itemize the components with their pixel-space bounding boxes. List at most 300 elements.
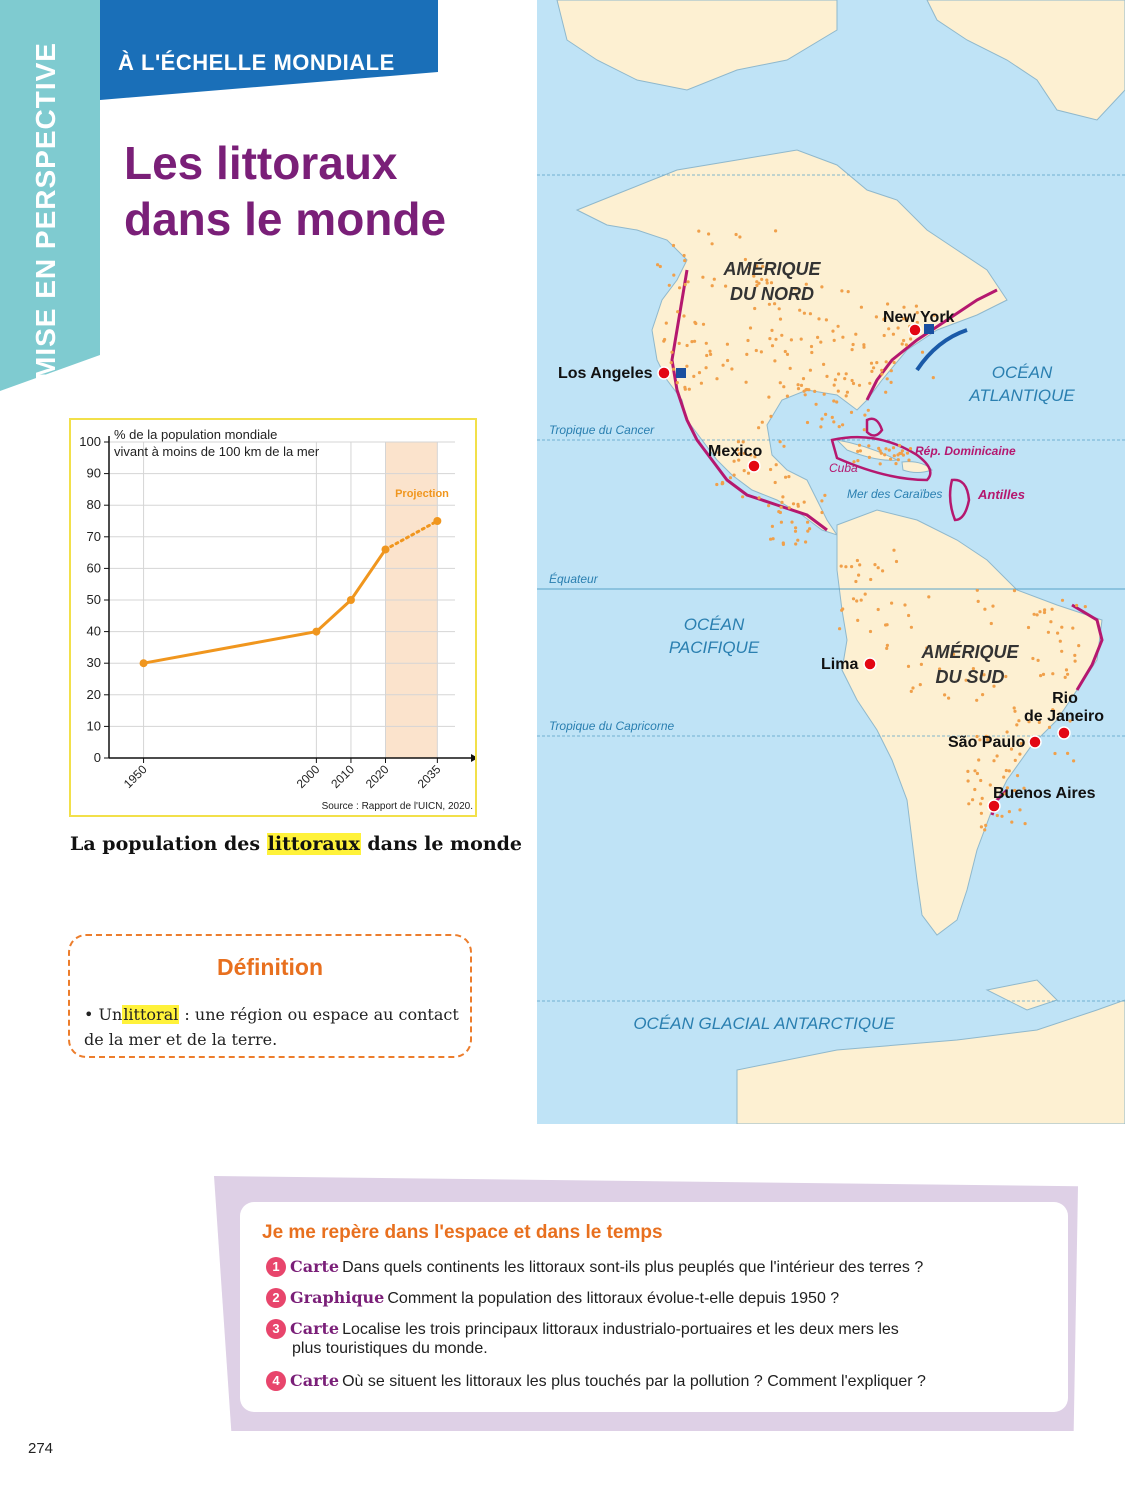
tab-label: À L'ÉCHELLE MONDIALE [118,50,395,75]
section-label: MISE EN PERSPECTIVE [30,42,61,380]
population-dot [859,449,862,452]
population-dot [854,580,857,583]
question-type: Carte [290,1371,340,1390]
population-dot [902,339,905,342]
population-dot [819,425,822,428]
population-dot [885,647,888,650]
population-dot [927,595,930,598]
population-dot [1031,657,1034,660]
population-dot [715,377,718,380]
population-dot [800,338,803,341]
population-dot [715,483,718,486]
population-dot [991,605,994,608]
population-dot [702,323,705,326]
population-dot [747,472,750,475]
population-dot [831,330,834,333]
population-dot [875,361,878,364]
data-point [140,659,148,667]
population-dot [769,468,772,471]
population-dot [897,326,900,329]
population-dot [983,828,986,831]
population-dot [709,353,712,356]
population-dot [869,578,872,581]
population-dot [665,322,668,325]
question-text: Comment la population des littoraux évolue-t-elle depuis 1950 ? [387,1290,840,1307]
population-dot [858,563,861,566]
population-dot [745,353,748,356]
population-dot [778,307,781,310]
data-point [347,596,355,604]
population-dot [711,242,714,245]
population-dot [911,686,914,689]
population-dot [833,384,836,387]
population-dot [813,390,816,393]
population-dot [870,370,873,373]
population-dot [730,367,733,370]
population-dot [701,276,704,279]
population-dot [966,770,969,773]
population-dot [1013,706,1016,709]
population-dot [851,379,854,382]
population-dot [1018,808,1021,811]
x-tick-label: 2010 [328,762,358,792]
population-dot [863,428,866,431]
population-dot [815,403,818,406]
definition-title: Définition [216,954,324,980]
americas-map [537,0,1125,1124]
definition-box [68,934,472,1058]
population-dot [906,452,909,455]
population-dot [767,504,770,507]
population-dot [1074,660,1077,663]
population-dot [1010,821,1013,824]
population-dot [700,382,703,385]
population-dot [690,340,693,343]
page-title [124,135,524,247]
population-dot [819,341,822,344]
population-dot [857,574,860,577]
population-dot [1038,610,1041,613]
population-dot [733,474,736,477]
population-dot [803,501,806,504]
population-dot [1024,822,1027,825]
question-2 [266,1287,839,1310]
population-dot [992,759,995,762]
population-dot [852,597,855,600]
population-dot [1002,776,1005,779]
x-tick-label: 2020 [362,762,392,792]
tropic-capricorn-label: Tropique du Capricorne [549,719,675,733]
population-dot [741,495,744,498]
population-dot [782,543,785,546]
population-dot [745,381,748,384]
population-dot [896,453,899,456]
question-text: Où se situent les littoraux les plus touchés par la pollution ? Comment l'expliquer ? [342,1373,926,1390]
question-number: 4 [266,1371,286,1391]
definition-highlight: littoral [123,1005,179,1024]
population-dot [1060,626,1063,629]
y-tick-label: 100 [79,434,101,449]
population-dot [676,310,679,313]
population-dot [816,336,819,339]
question-type: Graphique [290,1288,385,1307]
population-dot [1060,650,1063,653]
population-dot [979,802,982,805]
population-dot [668,284,671,287]
population-dot [907,665,910,668]
data-point [312,628,320,636]
population-dot [863,414,866,417]
population-dot [897,458,900,461]
population-dot [892,333,895,336]
population-dot [870,362,873,365]
population-dot [683,259,686,262]
population-dot [746,339,749,342]
population-dot [903,603,906,606]
population-dot [877,566,880,569]
label-lima: Lima [821,656,859,673]
definition-body: : une région ou espace au contact de la mer et de la terre. [84,1005,459,1049]
population-dot [672,244,675,247]
population-dot [694,322,697,325]
population-dot [864,593,867,596]
label-amerique-sud-1: AMÉRIQUE [921,642,1019,662]
data-point [382,545,390,553]
population-dot [771,344,774,347]
population-dot [682,314,685,317]
population-dot [898,444,901,447]
population-dot [1043,611,1046,614]
population-dot [920,663,923,666]
population-dot [1036,613,1039,616]
population-dot [885,360,888,363]
population-dot [884,447,887,450]
population-dot [989,783,992,786]
question-3 [266,1318,899,1341]
population-dot [909,447,912,450]
y-tick-label: 80 [86,497,101,513]
equator-label: Équateur [549,572,598,586]
population-dot [802,377,805,380]
population-dot [779,318,782,321]
population-dot [672,368,675,371]
population-dot [834,378,837,381]
city-dot-mexico [748,460,760,472]
chart-title-line-2: vivant à moins de 100 km de la mer [114,444,320,459]
population-dot [973,769,976,772]
population-dot [804,393,807,396]
population-dot [1015,723,1018,726]
population-dot [832,420,835,423]
chart-source: Source : Rapport de l'UICN, 2020. [321,801,473,812]
label-cuba: Cuba [829,461,858,475]
population-dot [1005,769,1008,772]
definition-text [84,1002,464,1052]
question-text: Localise les trois principaux littoraux industrialo-portuaires et les deux mers les [342,1321,899,1338]
population-dot [753,307,756,310]
population-dot [900,452,903,455]
population-dot [856,559,859,562]
population-dot [886,302,889,305]
population-dot [883,334,886,337]
population-dot [833,339,836,342]
population-dot [770,329,773,332]
population-dot [1066,752,1069,755]
population-dot [1008,810,1011,813]
population-dot [977,758,980,761]
population-dot [890,381,893,384]
population-dot [837,390,840,393]
label-rio-2: de Janeiro [1023,708,1105,725]
population-dot [807,388,810,391]
population-dot [996,754,999,757]
label-amerique-nord-2: DU NORD [730,284,814,304]
population-dot [884,391,887,394]
population-dot [786,353,789,356]
city-dot-los-angeles [658,367,670,379]
population-dot [760,350,763,353]
population-dot [879,449,882,452]
population-dot [735,233,738,236]
population-dot [1051,608,1054,611]
population-dot [670,351,673,354]
population-dot [688,388,691,391]
population-dot [977,600,980,603]
population-dot [860,306,863,309]
population-dot [1064,676,1067,679]
population-dot [921,351,924,354]
population-dot [858,384,861,387]
population-dot [840,565,843,568]
population-dot [724,285,727,288]
population-dot [847,290,850,293]
population-dot [790,521,793,524]
population-dot [656,263,659,266]
question-type: Carte [290,1257,340,1276]
population-dot [890,602,893,605]
population-dot [797,383,800,386]
projection-label: Projection [395,488,449,500]
population-dot [1016,774,1019,777]
population-dot [851,348,854,351]
population-dot [800,384,803,387]
population-dot [837,372,840,375]
population-dot [984,824,987,827]
tropic-cancer-label: Tropique du Cancer [549,423,655,437]
x-tick-label: 2035 [414,762,444,792]
population-dot [698,371,701,374]
population-dot [1048,726,1051,729]
population-dot [877,608,880,611]
population-dot [687,280,690,283]
population-dot [868,456,871,459]
y-tick-labels [79,434,109,765]
data-point [433,517,441,525]
population-dot [662,340,665,343]
population-dot [890,369,893,372]
label-rio-1: Rio [1052,690,1078,707]
population-dot [1004,675,1007,678]
population-dot [852,382,855,385]
population-dot [886,377,889,380]
population-dot [837,325,840,328]
chart-box [69,418,477,817]
population-dot [869,630,872,633]
population-dot [684,388,687,391]
x-tick-label: 1950 [120,762,150,792]
population-dot [915,305,918,308]
question-number: 2 [266,1288,286,1308]
population-dot [967,779,970,782]
population-dot [670,361,673,364]
population-dot [705,354,708,357]
population-dot [738,235,741,238]
population-dot [873,563,876,566]
population-dot [780,521,783,524]
label-buenos-aires: Buenos Aires [993,785,1096,802]
question-type: Carte [290,1319,340,1338]
population-dot [980,812,983,815]
series-line [144,549,386,663]
population-dot [947,697,950,700]
population-dot [1039,674,1042,677]
population-dot [983,608,986,611]
population-dot [697,230,700,233]
population-dot [831,416,834,419]
population-dot [880,373,883,376]
population-dot [879,462,882,465]
x-tick-label: 2000 [293,762,323,792]
population-dot [824,413,827,416]
population-dot [854,333,857,336]
population-dot [809,312,812,315]
population-dot [685,365,688,368]
port-los-angeles [676,368,686,378]
population-dot [887,327,890,330]
population-dot [852,343,855,346]
population-dot [798,309,801,312]
population-dot [825,375,828,378]
population-dot [990,622,993,625]
population-dot [774,338,777,341]
population-dot [711,284,714,287]
population-dot [856,619,859,622]
label-sao-paulo: São Paulo [948,734,1026,751]
question-4 [266,1370,926,1393]
label-amerique-nord-1: AMÉRIQUE [723,259,821,279]
population-dot [659,265,662,268]
population-dot [858,444,861,447]
population-dot [825,318,828,321]
population-dot [845,394,848,397]
population-dot [686,344,689,347]
label-mexico: Mexico [708,443,763,460]
population-dot [1066,673,1069,676]
caption-highlight: littoraux [267,833,360,855]
y-tick-label: 60 [86,560,101,576]
population-dot [757,426,760,429]
population-dot [708,350,711,353]
label-ocean-atlantique-1: OCÉAN [991,363,1053,382]
population-dot [845,372,848,375]
population-dot [1084,605,1087,608]
population-dot [892,549,895,552]
population-dot [774,481,777,484]
population-dot [774,229,777,232]
population-dot [1053,752,1056,755]
population-dot [886,623,889,626]
population-dot [894,462,897,465]
page-number: 274 [28,1440,54,1457]
population-dot [705,342,708,345]
label-ocean-antarctique: OCÉAN GLACIAL ANTARCTIQUE [633,1014,895,1033]
population-dot [823,393,826,396]
population-dot [971,798,974,801]
population-dot [1042,673,1045,676]
population-dot [796,503,799,506]
label-ocean-atlantique-2: ATLANTIQUE [969,386,1075,405]
population-dot [855,599,858,602]
population-dot [726,359,729,362]
population-dot [1027,626,1030,629]
caption-before: La population des [70,833,267,855]
population-dot [1049,620,1052,623]
population-dot [1014,759,1017,762]
population-dot [772,537,775,540]
population-dot [1037,659,1040,662]
population-dot [975,699,978,702]
population-dot [779,440,782,443]
population-dot [1013,589,1016,592]
population-dot [875,315,878,318]
population-dot [684,283,687,286]
population-dot [777,510,780,513]
population-dot [1008,769,1011,772]
population-dot [788,506,791,509]
population-dot [1017,719,1020,722]
population-dot [841,336,844,339]
population-dot [678,342,681,345]
population-dot [835,400,838,403]
population-dot [860,599,863,602]
population-dot [838,627,841,630]
population-dot [758,496,761,499]
chart-caption [70,833,522,855]
population-dot [892,446,895,449]
population-dot [767,396,770,399]
population-dot [910,626,913,629]
population-dot [976,589,979,592]
population-dot [797,387,800,390]
population-dot [1073,654,1076,657]
population-dot [850,565,853,568]
population-dot [868,382,871,385]
question-1 [266,1256,923,1279]
population-dot [976,772,979,775]
label-amerique-sud-2: DU SUD [935,667,1005,687]
population-dot [806,530,809,533]
population-dot [705,366,708,369]
population-dot [733,460,736,463]
population-dot [1051,672,1054,675]
label-rep-dom: Rép. Dominicaine [915,444,1016,458]
population-dot [850,411,853,414]
population-dot [780,506,783,509]
population-dot [755,349,758,352]
population-dot [779,381,782,384]
population-dot [840,289,843,292]
population-dot [867,409,870,412]
